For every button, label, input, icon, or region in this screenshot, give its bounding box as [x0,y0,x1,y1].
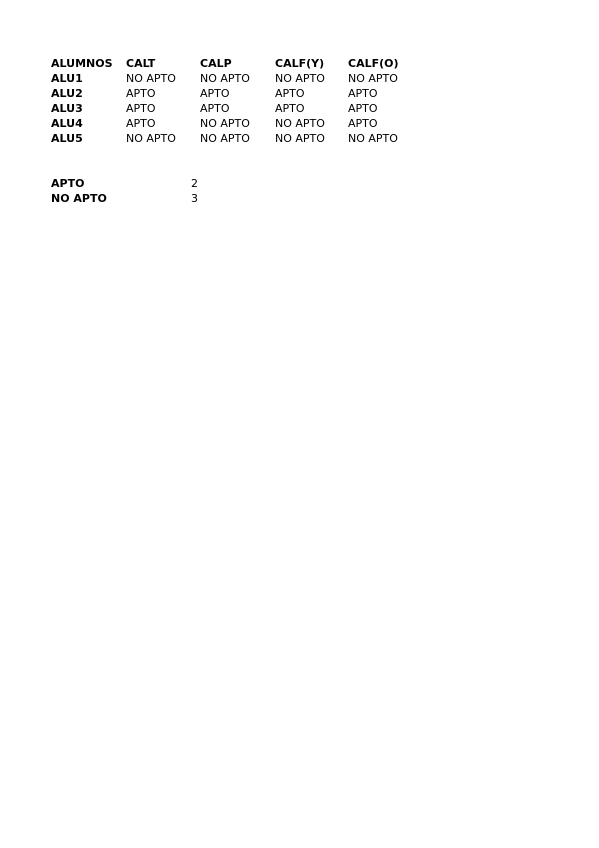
student-name: ALU4 [51,117,83,130]
result-cell: APTO [348,102,378,115]
student-name: ALU2 [51,87,83,100]
header-row [51,56,418,71]
results-sheet [51,56,418,146]
header-cell-calf-o: CALF(O) [348,57,399,70]
result-cell: APTO [275,87,305,100]
result-cell: APTO [200,102,230,115]
result-cell: NO APTO [275,72,325,85]
results-table [51,56,418,146]
summary-label: APTO [51,177,85,190]
table-row [51,101,418,116]
summary-row-apto [51,176,211,191]
summary-label: NO APTO [51,192,107,205]
result-cell: NO APTO [275,132,325,145]
result-cell: NO APTO [200,72,250,85]
result-cell: NO APTO [200,117,250,130]
table-row [51,116,418,131]
result-cell: APTO [275,102,305,115]
result-cell: NO APTO [126,72,176,85]
result-cell: NO APTO [348,132,398,145]
header-cell-alumnos: ALUMNOS [51,57,113,70]
header-cell-calf-y: CALF(Y) [275,57,325,70]
table-row [51,71,418,86]
summary-block [51,176,211,206]
result-cell: APTO [126,102,156,115]
result-cell: NO APTO [275,117,325,130]
result-cell: APTO [126,87,156,100]
header-cell-calt: CALT [126,57,156,70]
result-cell: NO APTO [126,132,176,145]
table-row [51,86,418,101]
result-cell: APTO [126,117,156,130]
student-name: ALU1 [51,72,83,85]
summary-count: 2 [191,177,198,190]
student-name: ALU3 [51,102,83,115]
summary-row-no-apto [51,191,211,206]
result-cell: APTO [200,87,230,100]
summary-count: 3 [191,192,198,205]
header-cell-calp: CALP [200,57,232,70]
result-cell: NO APTO [200,132,250,145]
result-cell: APTO [348,87,378,100]
table-row [51,131,418,146]
result-cell: NO APTO [348,72,398,85]
summary-table [51,176,211,206]
student-name: ALU5 [51,132,83,145]
result-cell: APTO [348,117,378,130]
